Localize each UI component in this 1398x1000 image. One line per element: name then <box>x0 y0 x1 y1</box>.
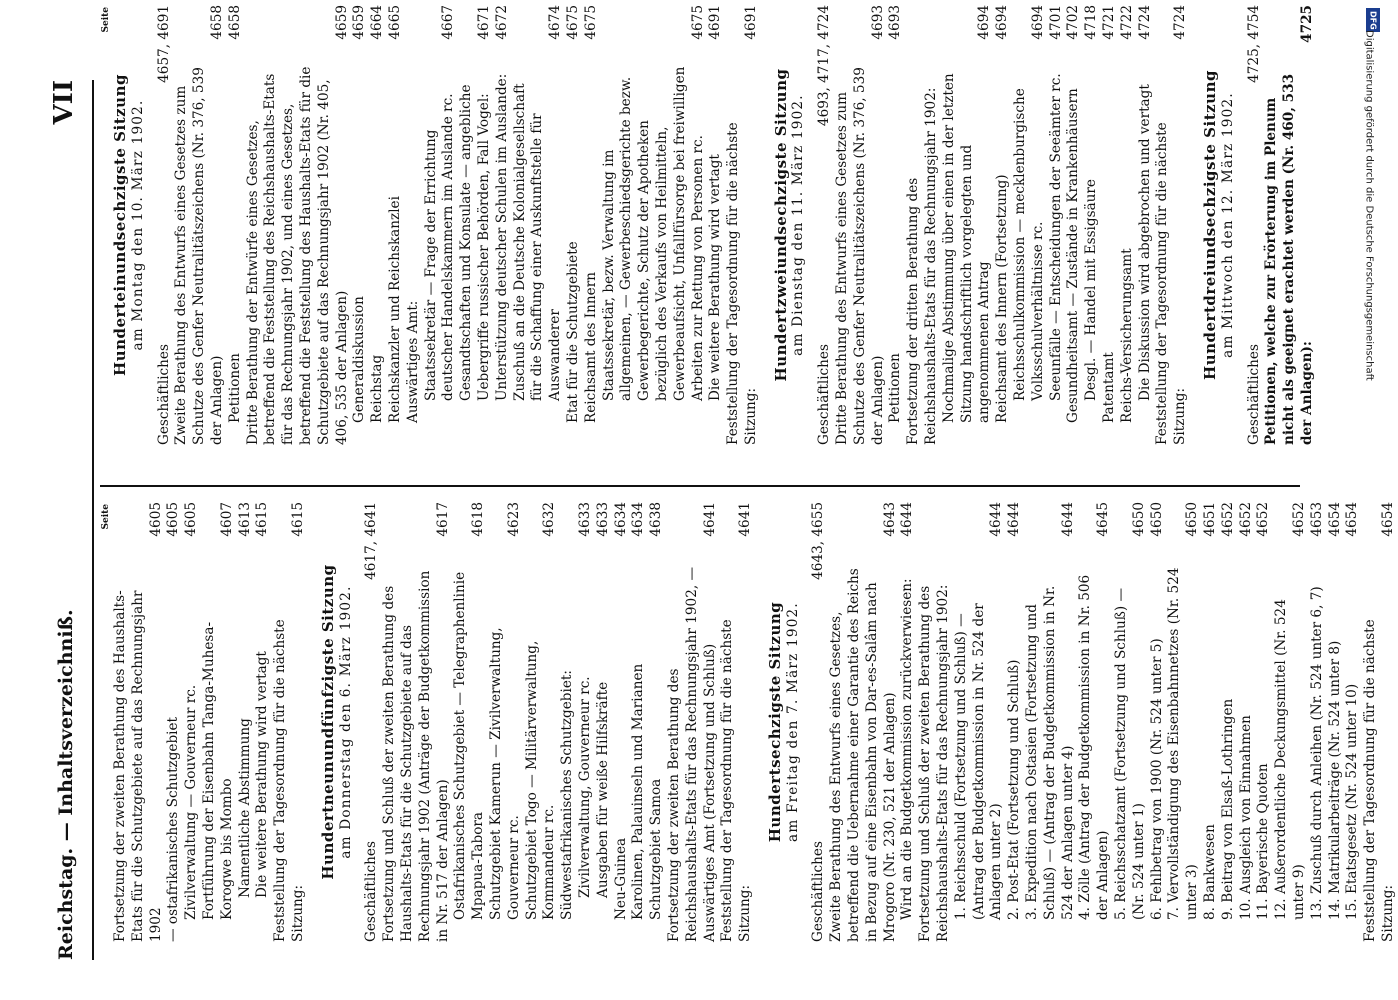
toc-entry-text: Petitionen <box>887 353 904 423</box>
toc-entry <box>272 502 308 942</box>
toc-page-number: 4654 <box>1326 502 1343 537</box>
toc-entry-text: Geschäftliches <box>810 841 827 942</box>
section-heading <box>320 502 356 942</box>
toc-entry-text: Fortsetzung der zweiten Berathung des Reichshaushalts-Etats für das Rechnungsjahr 1902, — Auswärtiges Amt (Fortsetzung und Schluß) <box>665 566 718 942</box>
toc-entry-text: 2. Post-Etat (Fortsetzung und Schluß) <box>1006 659 1023 920</box>
toc-entry <box>648 502 666 942</box>
toc-entry <box>994 5 1012 445</box>
section-date: am Mittwoch den 12. März 1902. <box>1219 92 1236 358</box>
toc-page-number: 4691 <box>742 5 759 40</box>
toc-entry <box>1309 502 1327 942</box>
toc-entry <box>381 502 452 942</box>
toc-entry-text: Nochmalige Abstimmung über einen in der letzten Sitzung handschriftlich vorgelegten und angenommenen Antrag <box>940 73 993 423</box>
toc-page-number: 4605 <box>183 502 200 537</box>
toc-entry-text: Dritte Berathung der Entwürfe eines Gesetzes, betreffend die Feststellung des Reichshaushalts-Etats für das Rechnungsjahr 1902, und eines Gesetzes, betreffend die Feststellung des Haushalts-Etats für die Schutzgebiete auf das Rechnungsjahr 1902 (Nr. 405, 406, 535 der Anlagen) <box>244 66 350 445</box>
toc-entry-text: 9. Beitrag von Elsaß-Lothringen <box>1219 698 1236 920</box>
toc-page-number: 4653 <box>1308 502 1325 537</box>
toc-page-number: 4665 <box>386 5 403 40</box>
toc-page-number: 4641 <box>737 502 754 537</box>
section-title: Hundertsechzigste Sitzung <box>765 601 784 843</box>
toc-entry <box>905 5 941 445</box>
header-rule <box>92 80 94 960</box>
toc-entry-text: Unterstützung deutscher Schulen im Auslande: <box>493 73 510 401</box>
toc-entry <box>1024 502 1077 942</box>
toc-page-number: 4671 <box>475 5 492 40</box>
toc-page-number: 4694 <box>994 5 1011 40</box>
toc-page-number: 4617, 4641 <box>363 502 380 580</box>
toc-page-number: 4634 <box>630 502 647 537</box>
toc-entry <box>1273 502 1309 942</box>
toc-entry-text: Südwestafrikanisches Schutzgebiet: <box>559 670 576 920</box>
toc-entry <box>1006 502 1024 942</box>
toc-page-number: 4652 <box>1237 502 1254 537</box>
toc-entry-text: Geschäftliches <box>155 344 172 445</box>
toc-page-number: 4694 <box>1029 5 1046 40</box>
toc-entry <box>953 502 1006 942</box>
toc-page-number: 4613 <box>236 502 253 537</box>
toc-page-number: 4605 <box>165 502 182 537</box>
toc-page-number: 4652 <box>1255 502 1272 537</box>
page-header <box>49 80 95 960</box>
section-date: am Freitag den 7. März 1902. <box>784 602 801 842</box>
toc-entry-text: Feststellung der Tagesordnung für die nächste Sitzung: <box>725 122 759 445</box>
toc-entry-text: 5. Reichsschatzamt (Fortsetzung und Schluß) — (Nr. 524 unter 1) <box>1113 587 1147 920</box>
section-title: Hunderteinundsechzigste Sitzung <box>111 74 129 376</box>
toc-entry <box>156 5 174 445</box>
toc-entry <box>351 5 369 445</box>
toc-entry <box>1149 502 1167 942</box>
toc-entry-text: Feststellung der Tagesordnung für die nächste Sitzung: <box>1154 122 1189 445</box>
toc-entry <box>816 5 834 445</box>
toc-entry <box>1137 5 1155 445</box>
toc-page-number: 4615 <box>289 502 306 537</box>
section-title: Hundertzweiundsechzigste Sitzung <box>771 68 790 382</box>
toc-entry <box>1202 502 1220 942</box>
toc-entry <box>1246 5 1264 445</box>
toc-entry-text: Feststellung der Tagesordnung für die nächste Sitzung: <box>719 619 754 942</box>
section-title: Hundertneunundfünfzigste Sitzung <box>318 564 337 880</box>
toc-entry <box>577 502 595 942</box>
toc-entry <box>458 5 494 445</box>
toc-entry <box>1113 502 1149 942</box>
toc-entry <box>1327 502 1345 942</box>
toc-entry <box>1012 5 1048 445</box>
toc-entry <box>173 5 226 445</box>
toc-entry <box>452 502 488 942</box>
toc-page-number: 4675 <box>689 5 706 40</box>
toc-entry <box>405 5 423 445</box>
toc-page-number: 4664 <box>369 5 386 40</box>
section-heading <box>112 5 148 445</box>
entry-list <box>363 502 755 942</box>
right-column <box>100 5 1317 445</box>
toc-entry <box>1238 502 1256 942</box>
toc-entry-text: Schutzgebiet Kamerun — Zivilverwaltung, Gouverneur rc. <box>487 627 522 920</box>
toc-page-number: 4644 <box>1059 502 1076 537</box>
toc-entry <box>1077 502 1113 942</box>
toc-page-number: 4691 <box>707 5 724 40</box>
toc-entry <box>810 502 828 942</box>
toc-entry-text: 11. Bayerische Quoten <box>1255 763 1272 920</box>
dfg-logo: DFG <box>1366 8 1380 32</box>
toc-page-number: 4605 <box>147 502 164 537</box>
toc-entry-text: Zweite Berathung des Entwurfs eines Gesetzes zum Schutze des Genfer Neutralitätszeichens (Nr. 376, 539 der Anlagen) <box>173 67 225 445</box>
entry-list <box>1246 5 1317 445</box>
toc-page-number: 4693, 4717, 4724 <box>816 5 833 127</box>
toc-page-number: 4693 <box>869 5 886 40</box>
column-divider <box>100 485 1300 487</box>
section-date: am Donnerstag den 6. März 1902. <box>337 585 354 859</box>
toc-entry-text: Wird an die Budgetkommission zurückverwiesen: <box>899 578 916 920</box>
header-title: Reichstag. — Inhaltsverzeichniß. <box>55 609 77 960</box>
toc-entry <box>565 5 583 445</box>
toc-entry-text: Geschäftliches <box>1245 344 1262 445</box>
toc-entry <box>494 5 512 445</box>
toc-entry <box>1263 5 1316 445</box>
toc-entry-text: Generaldiskussion <box>351 296 368 423</box>
toc-entry <box>613 502 631 942</box>
toc-entry <box>512 5 565 445</box>
left-column <box>100 502 1398 942</box>
toc-page-number: 4644 <box>988 502 1005 537</box>
toc-page-number: 4701 <box>1047 5 1064 40</box>
toc-entry <box>183 502 201 942</box>
toc-entry-text: Zweite Berathung des Entwurfs eines Gesetzes, betreffend die Uebernahme einer Garantie des Reichs in Bezug auf eine Eisenbahn von Dar-es-Salâm nach Mrogoro (Nr. 230, 521 der Anlagen) <box>828 568 898 942</box>
toc-page-number: 4721 <box>1101 5 1118 40</box>
toc-entry-text: 13. Zuschuß durch Anleihen (Nr. 524 unter 6, 7) <box>1308 586 1325 920</box>
toc-page-number: 4654 <box>1344 502 1361 537</box>
entry-list <box>156 5 761 445</box>
toc-entry <box>363 502 381 942</box>
toc-entry-text: Zivilverwaltung — Gouverneur rc. <box>183 684 200 920</box>
toc-entry <box>369 5 387 445</box>
toc-page-number: 4633 <box>594 502 611 537</box>
toc-entry-text: Fortsetzung und Schluß der zweiten Berathung des Haushalts-Etats für die Schutzgebiete auf das Rechnungsjahr 1902 (Anträge der Budgetkommission in Nr. 517 der Anlagen) <box>381 570 451 942</box>
toc-page-number: 4702 <box>1065 5 1082 40</box>
toc-entry <box>254 502 272 942</box>
toc-entry-text: Auswärtiges Amt: <box>404 300 421 423</box>
toc-page-number: 4623 <box>505 502 522 537</box>
toc-entry-text: Dritte Berathung des Entwurfs eines Gesetzes zum Schutze des Genfer Neutralitätszeichens (Nr. 376, 539 der Anlagen) <box>834 67 886 445</box>
toc-entry-text: Patentamt <box>1101 352 1118 423</box>
toc-entry-text: Staatssekretär — Frage der Errichtung deutscher Handelskammern im Auslande rc. <box>422 93 457 401</box>
toc-page-number: 4672 <box>493 5 510 40</box>
toc-page-number: 4659 <box>333 5 350 40</box>
toc-entry <box>707 5 725 445</box>
toc-entry-text: Fortsetzung der dritten Berathung des Reichshaushalts-Etats für das Rechnungsjahr 1902: <box>905 87 940 445</box>
toc-page-number: 4644 <box>1006 502 1023 537</box>
toc-entry <box>1048 5 1066 445</box>
toc-entry <box>1101 5 1119 445</box>
toc-page-number: 4650 <box>1148 502 1165 537</box>
toc-entry-text: Reichsamt des Innern (Fortsetzung) <box>994 174 1011 423</box>
toc-entry-text: Reichstag <box>369 354 386 423</box>
toc-entry-text: 7. Vervollständigung des Eisenbahnnetzes (Nr. 524 unter 3) <box>1166 567 1201 920</box>
toc-page-number: 4607 <box>218 502 235 537</box>
toc-page-number: 4641 <box>701 502 718 537</box>
toc-entry-text: Feststellung der Tagesordnung für die nächste Sitzung: <box>1362 619 1396 942</box>
toc-page-number: 4654 <box>1379 502 1396 537</box>
toc-entry-text: Die weitere Berathung wird vertagt <box>254 651 271 898</box>
toc-entry-text: 14. Matrikularbeiträge (Nr. 524 unter 8) <box>1326 640 1343 920</box>
toc-page-number: 4675 <box>564 5 581 40</box>
toc-page-number: 4658 <box>226 5 243 40</box>
toc-entry <box>227 5 245 445</box>
section-heading <box>773 5 809 445</box>
toc-entry <box>488 502 524 942</box>
toc-page-number: 4643 <box>881 502 898 537</box>
toc-entry-text: Etat für die Schutzgebiete <box>564 241 581 423</box>
section-date: am Montag den 10. März 1902. <box>129 99 146 351</box>
toc-entry-text: 8. Bankwesen <box>1202 824 1219 920</box>
toc-entry-text: Gesandtschaften und Konsulate — angebliche Uebergriffe russischer Behörden, Fall Vogel: <box>458 84 492 401</box>
toc-entry-text: 3. Expedition nach Ostasien (Fortsetzung und Schluß) — (Antrag der Budgetkommission in Nr. 524 der Anlagen unter 4) <box>1024 585 1076 920</box>
toc-entry <box>1065 5 1083 445</box>
toc-entry <box>112 502 165 942</box>
toc-entry <box>601 5 708 445</box>
toc-page-number: 4718 <box>1083 5 1100 40</box>
toc-entry <box>524 502 560 942</box>
toc-entry-text: Gesundheitsamt — Zustände in Krankenhäusern <box>1065 88 1082 423</box>
column-label-seite: Seite <box>101 7 111 33</box>
toc-entry <box>834 5 887 445</box>
column-label-seite: Seite <box>101 504 111 530</box>
toc-entry-text: Schutzgebiet Togo — Militärverwaltung, Kommandeur rc. <box>523 640 558 920</box>
toc-page-number: 4675 <box>582 5 599 40</box>
toc-page-number: 4615 <box>254 502 271 537</box>
toc-entry <box>1083 5 1101 445</box>
toc-entry <box>1119 5 1137 445</box>
toc-entry <box>245 5 352 445</box>
toc-entry <box>1166 502 1202 942</box>
toc-entry <box>423 5 459 445</box>
toc-entry-text: Zivilverwaltung, Gouverneur rc. <box>576 676 593 898</box>
toc-page-number: 4651 <box>1202 502 1219 537</box>
toc-entry-text: Namentliche Abstimmung <box>236 718 253 898</box>
toc-entry-text: Feststellung der Tagesordnung für die nächste Sitzung: <box>272 619 306 942</box>
toc-page-number: 4650 <box>1130 502 1147 537</box>
toc-entry <box>165 502 183 942</box>
toc-page-number: 4724 <box>1172 5 1189 40</box>
toc-entry-text: Schutzgebiet Samoa <box>648 778 665 920</box>
toc-entry-text: Karolinen, Palauinseln und Marianen <box>630 663 647 920</box>
toc-page-number: 4645 <box>1095 502 1112 537</box>
toc-entry-text: Desgl. — Handel mit Essigsäure <box>1083 179 1100 401</box>
toc-entry <box>941 5 994 445</box>
toc-entry-text: Petitionen <box>226 353 243 423</box>
toc-entry <box>917 502 953 942</box>
toc-entry <box>201 502 237 942</box>
toc-page-number: 4633 <box>576 502 593 537</box>
toc-page-number: 4657, 4691 <box>155 5 172 83</box>
section-heading <box>767 502 803 942</box>
entry-list <box>816 5 1190 445</box>
toc-entry <box>583 5 601 445</box>
digitization-note: Digitalisierung gefördert durch die Deutsche Forschungsgemeinschaft <box>1363 30 1375 381</box>
toc-entry <box>559 502 577 942</box>
toc-entry-text: Reichsamt des Innern <box>582 272 599 423</box>
toc-entry-text: 10. Ausgleich von Einnahmen <box>1237 715 1254 920</box>
toc-entry-text: 6. Fehlbetrag von 1900 (Nr. 524 unter 5) <box>1148 638 1165 920</box>
toc-entry-text: 12. Außerordentliche Deckungsmittel (Nr. 524 unter 9) <box>1273 599 1307 920</box>
toc-page-number: 4652 <box>1291 502 1307 537</box>
toc-entry <box>719 502 755 942</box>
toc-entry <box>387 5 405 445</box>
toc-page-number: 4643, 4655 <box>810 502 827 580</box>
toc-entry <box>237 502 255 942</box>
toc-entry-text: Die weitere Berathung wird vertagt <box>707 154 724 401</box>
toc-page-number: 4644 <box>899 502 916 537</box>
toc-page-number: 4724 <box>1136 5 1153 40</box>
toc-page-number: 4722 <box>1118 5 1135 40</box>
toc-page-number: 4618 <box>470 502 487 537</box>
toc-entry <box>828 502 899 942</box>
toc-entry <box>1255 502 1273 942</box>
toc-page-number: 4638 <box>648 502 665 537</box>
toc-entry-text: Fortsetzung und Schluß der zweiten Berathung des Reichshaushalts-Etats für das Rechnungsjahr 1902: <box>917 584 952 942</box>
toc-entry <box>725 5 761 445</box>
toc-page-number: 4617 <box>434 502 451 537</box>
page-number: VII <box>49 80 79 125</box>
toc-entry <box>1220 502 1238 942</box>
section-date: am Dienstag den 11. März 1902. <box>790 94 807 356</box>
toc-entry-text: Fortführung der Eisenbahn Tanga-Muhesa-Korogwe bis Mombo <box>200 621 235 920</box>
toc-page-number: 4659 <box>351 5 368 40</box>
toc-entry-text: Reichs-Versicherungsamt <box>1118 248 1135 423</box>
toc-entry-text: Reichskanzler und Reichskanzlei <box>386 196 403 423</box>
toc-entry-text: Ostafrikanisches Schutzgebiet — Telegraphenlinie Mpapua-Tabora <box>452 571 487 920</box>
section-heading <box>1202 5 1238 445</box>
toc-entry-text: — ostafrikanisches Schutzgebiet <box>165 716 182 942</box>
toc-entry-text: 15. Etatsgesetz (Nr. 524 unter 10) <box>1344 683 1361 920</box>
entry-list <box>810 502 1397 942</box>
section-title: Hundertdreiundsechzigste Sitzung <box>1201 70 1220 380</box>
toc-entry <box>595 502 613 942</box>
toc-page-number: 4674 <box>547 5 564 40</box>
toc-entry-text: Seeunfälle — Entscheidungen der Seeämter rc. <box>1047 73 1064 401</box>
toc-page-number: 4652 <box>1219 502 1236 537</box>
toc-page-number: 4632 <box>541 502 558 537</box>
toc-page-number: 4725 <box>1299 5 1315 43</box>
toc-entry-text: Staatssekretär, bezw. Verwaltung im allgemeinen, — Gewerbeschiedsgerichte bezw. Gewerbegerichte, Schutz der Apotheken bezüglich des Verkaufs von Heilmitteln, Gewerbeaufsicht, Unfallfürsorge bei freiwilligen Arbeiten zur Rettung von Personen rc. <box>600 66 706 401</box>
toc-entry <box>899 502 917 942</box>
toc-entry-text: Geschäftliches <box>816 344 833 445</box>
toc-page-number: 4667 <box>440 5 457 40</box>
toc-page-number: 4658 <box>208 5 225 40</box>
toc-entry <box>666 502 719 942</box>
toc-entry <box>887 5 905 445</box>
toc-entry-text: 4. Zölle (Antrag der Budgetkommission in Nr. 506 der Anlagen) <box>1077 574 1112 920</box>
toc-entry-text: Neu-Guinea <box>612 837 629 920</box>
toc-entry-text: Zuschuß an die Deutsche Kolonialgesellschaft für die Schaffung einer Auskunftstelle für Auswanderer <box>511 83 564 401</box>
toc-entry <box>630 502 648 942</box>
toc-entry-text: Fortsetzung der zweiten Berathung des Haushalts-Etats für die Schutzgebiete auf das Rechnungsjahr 1902 <box>112 590 164 942</box>
toc-page-number: 4693 <box>887 5 904 40</box>
toc-entry-text: Reichsschulkommission — mecklenburgische Volksschulverhältnisse rc. <box>1012 88 1046 401</box>
toc-entry-text: 1. Reichsschuld (Fortsetzung und Schluß) — (Antrag der Budgetkommission in Nr. 524 der Anlagen unter 2) <box>952 603 1005 920</box>
toc-entry-text: Die Diskussion wird abgebrochen und vertagt <box>1136 84 1153 401</box>
toc-entry <box>1154 5 1190 445</box>
toc-entry-text: Petitionen, welche zur Erörterung im Plenum nicht als geeignet erachtet werden (Nr. 460, 533 der Anlagen): <box>1263 73 1315 445</box>
toc-page-number: 4725, 4754 <box>1245 5 1262 83</box>
toc-page-number: 4694 <box>976 5 993 40</box>
toc-page-number: 4650 <box>1184 502 1201 537</box>
toc-page-number: 4634 <box>612 502 629 537</box>
entry-list <box>112 502 308 942</box>
toc-entry-text: Geschäftliches <box>363 841 380 942</box>
toc-entry-text: Ausgaben für weiße Hilfskräfte <box>594 681 611 898</box>
